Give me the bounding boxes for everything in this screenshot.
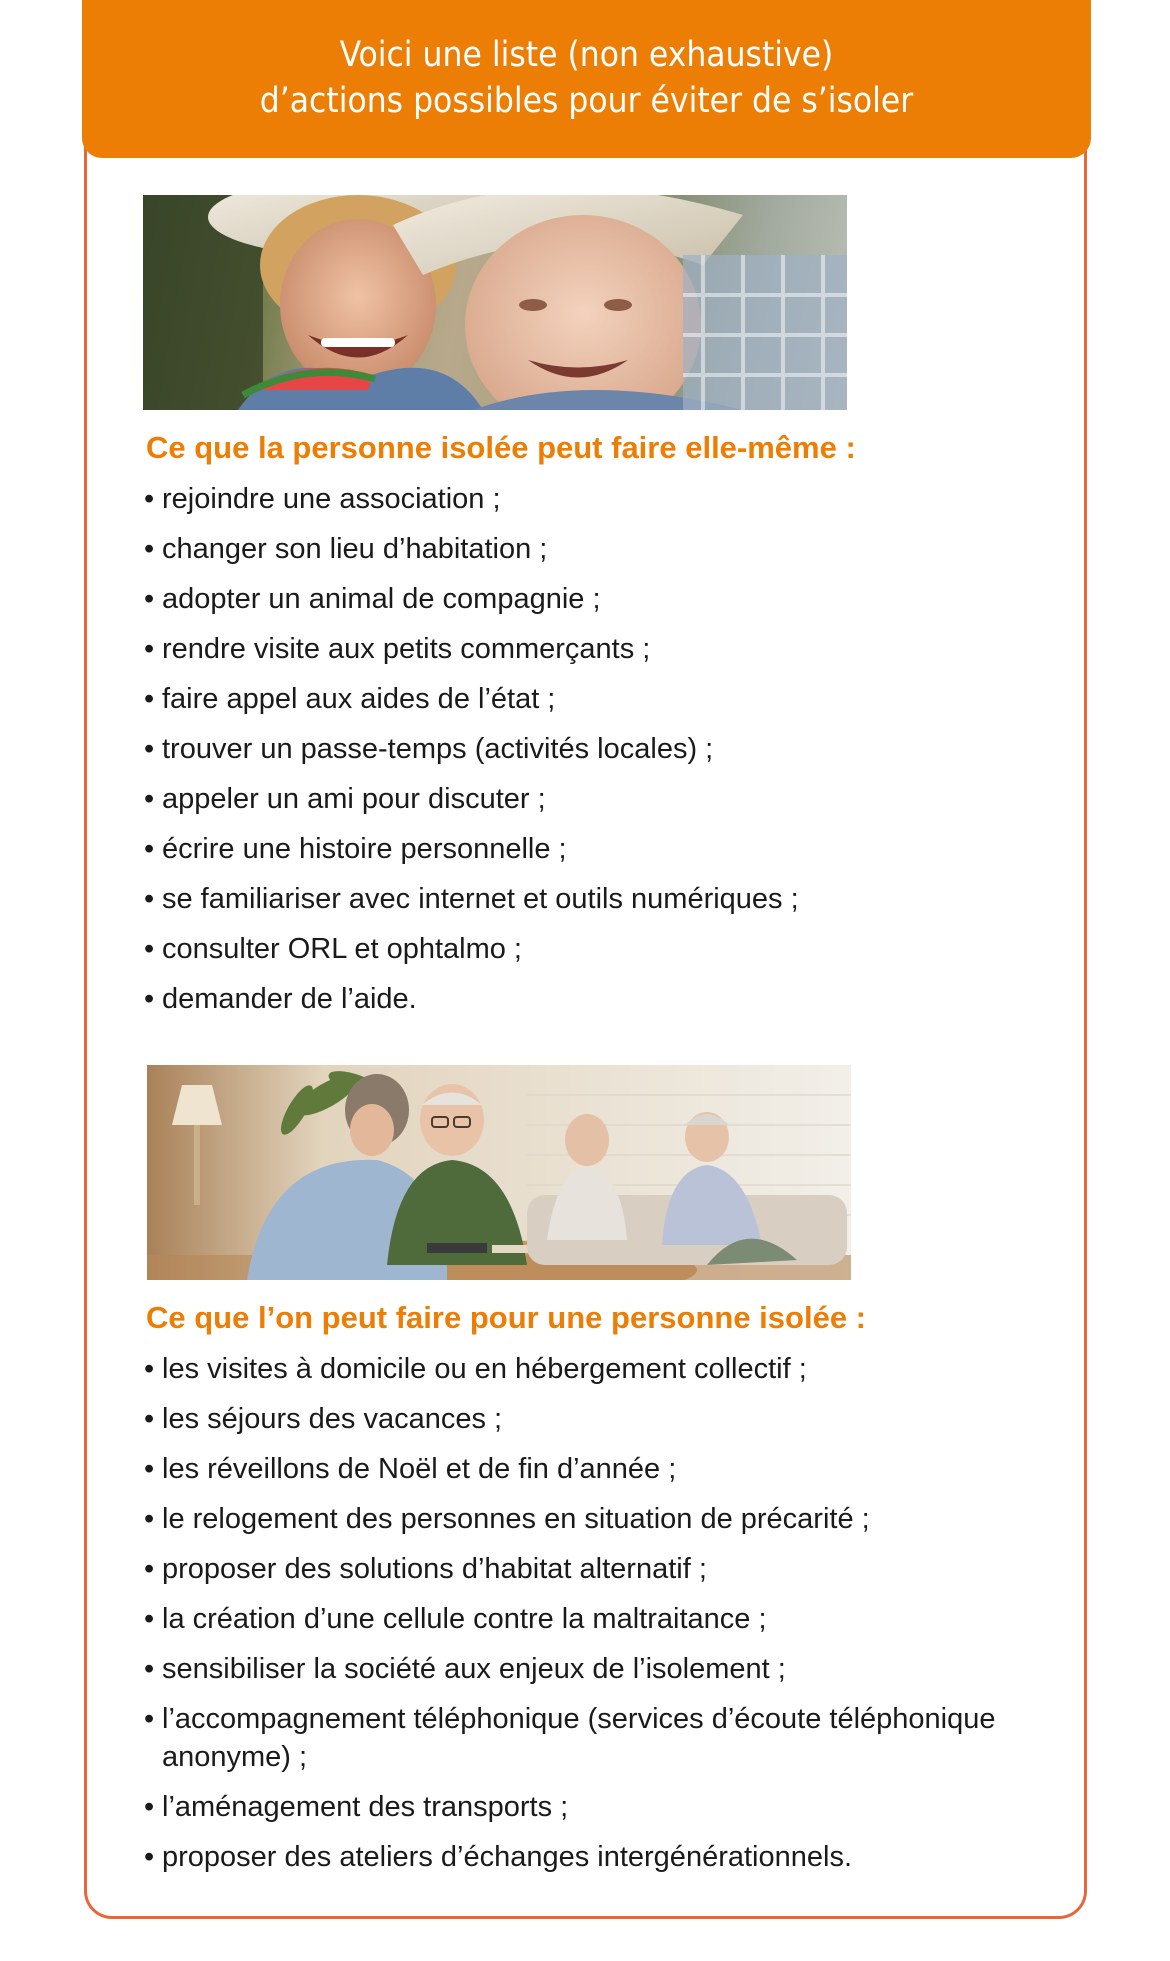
section2-item: • sensibiliser la société aux enjeux de l’isolement ; [142,1650,1072,1688]
section1-item: • se familiariser avec internet et outils numériques ; [142,880,1072,918]
section2-item: • proposer des ateliers d’échanges intergénérationnels. [142,1838,1072,1876]
section1-item: • consulter ORL et ophtalmo ; [142,930,1072,968]
section2-item: • l’aménagement des transports ; [142,1788,1072,1826]
section2-item: • proposer des solutions d’habitat alternatif ; [142,1550,1072,1588]
header-banner [82,0,1091,158]
header-line-1: Voici une liste (non exhaustive) [339,35,834,75]
section1-item: • demander de l’aide. [142,980,1072,1018]
section1-item: • rendre visite aux petits commerçants ; [142,630,1072,668]
section1-item: • écrire une histoire personnelle ; [142,830,1072,868]
section1-item: • faire appel aux aides de l’état ; [142,680,1072,718]
section1-item: • adopter un animal de compagnie ; [142,580,1072,618]
section1-item: • changer son lieu d’habitation ; [142,530,1072,568]
photo-seniors-talking [147,1065,851,1280]
section2-item: • les séjours des vacances ; [142,1400,1072,1438]
section2-item: • le relogement des personnes en situation de précarité ; [142,1500,1072,1538]
section1-title: Ce que la personne isolée peut faire elle-même : [146,430,856,465]
header-line-2: d’actions possibles pour éviter de s’isoler [259,81,914,121]
photo-elderly-couple [143,195,847,410]
section1-list [142,480,1072,1030]
section2-item: • l’accompagnement téléphonique (services d’écoute téléphonique anonyme) ; [142,1700,1072,1776]
section1-item: • rejoindre une association ; [142,480,1072,518]
section2-item: • les réveillons de Noël et de fin d’année ; [142,1450,1072,1488]
section1-item: • trouver un passe-temps (activités locales) ; [142,730,1072,768]
section2-list [142,1350,1072,1888]
section1-item: • appeler un ami pour discuter ; [142,780,1072,818]
section2-item: • la création d’une cellule contre la maltraitance ; [142,1600,1072,1638]
section2-title: Ce que l’on peut faire pour une personne isolée : [146,1300,866,1335]
section2-item: • les visites à domicile ou en hébergement collectif ; [142,1350,1072,1388]
